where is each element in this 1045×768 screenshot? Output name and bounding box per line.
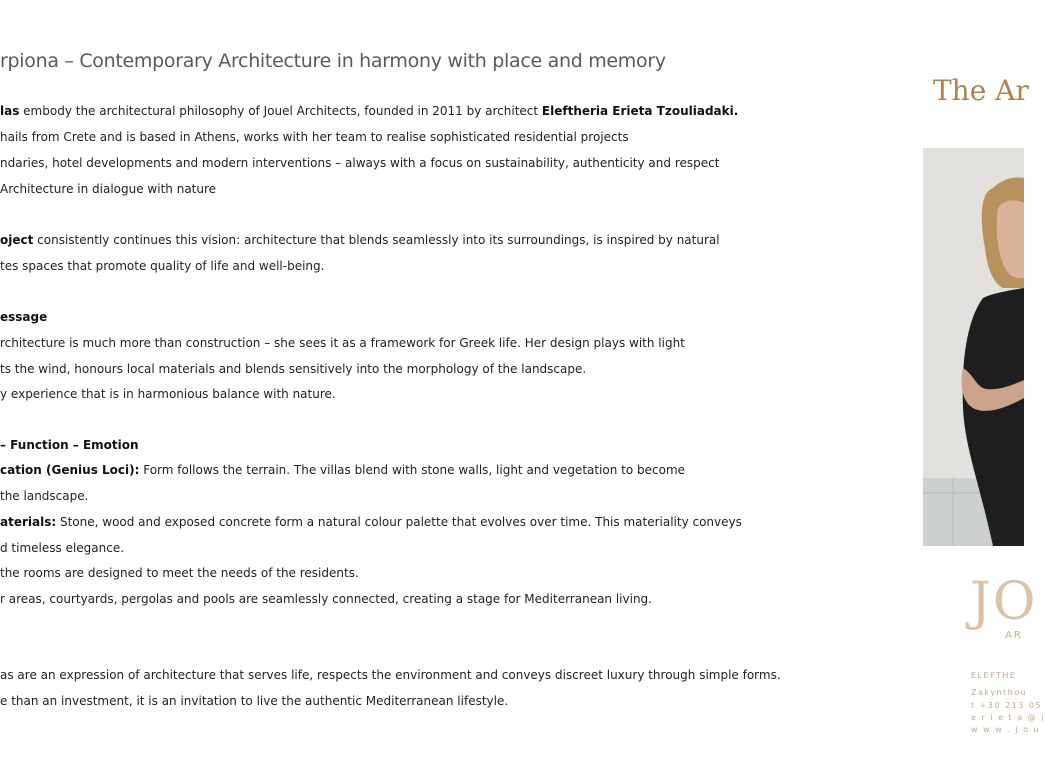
body-line-text: ts the wind, honours local materials and blends sensitively into the morphology of the landscape. bbox=[0, 362, 587, 376]
body-line bbox=[0, 259, 324, 273]
jouel-logo: JO bbox=[970, 572, 1038, 632]
contact-email[interactable]: e r i e t a @ j bbox=[971, 713, 1045, 722]
body-line bbox=[0, 362, 586, 376]
body-line bbox=[0, 182, 216, 196]
body-line bbox=[0, 104, 738, 118]
body-line-bold: oject bbox=[0, 233, 34, 247]
body-line-text: rchitecture is much more than construction – she sees it as a framework for Greek life. Her design plays with light bbox=[0, 336, 685, 350]
sidebar-title: The Ar bbox=[933, 74, 1029, 107]
body-line bbox=[0, 336, 685, 350]
contact-phone: t +30 213 05 bbox=[971, 701, 1043, 710]
body-line bbox=[0, 489, 88, 503]
body-line bbox=[0, 463, 685, 477]
body-line-text: the landscape. bbox=[0, 489, 89, 503]
body-line-bold: essage bbox=[0, 310, 48, 324]
body-line bbox=[0, 387, 336, 401]
body-line-text: y experience that is in harmonious balance with nature. bbox=[0, 387, 336, 401]
body-line-text: tes spaces that promote quality of life and well-being. bbox=[0, 259, 325, 273]
contact-name: ELEFTHE bbox=[971, 671, 1017, 680]
body-line-text: e than an investment, it is an invitation to live the authentic Mediterranean lifestyle. bbox=[0, 694, 509, 708]
body-line-text: Stone, wood and exposed concrete form a natural colour palette that evolves over time. This materiality conveys bbox=[56, 515, 742, 529]
body-line-text: Form follows the terrain. The villas blend with stone walls, light and vegetation to become bbox=[139, 463, 686, 477]
body-line-bold: aterials: bbox=[0, 515, 57, 529]
body-line-text: hails from Crete and is based in Athens, works with her team to realise sophisticated residential projects bbox=[0, 130, 629, 144]
body-line-bold: las bbox=[0, 104, 20, 118]
contact-address: Zakynthou bbox=[971, 688, 1028, 697]
body-line-text: as are an expression of architecture that serves life, respects the environment and conveys discreet luxury through simple forms. bbox=[0, 668, 781, 682]
body-line bbox=[0, 694, 508, 708]
body-line bbox=[0, 515, 742, 529]
page-title: rpiona – Contemporary Architecture in harmony with place and memory bbox=[0, 50, 666, 72]
body-line-text: consistently continues this vision: architecture that blends seamlessly into its surroundings, is inspired by natural bbox=[33, 233, 720, 247]
body-line bbox=[0, 592, 652, 606]
body-line bbox=[0, 156, 719, 170]
body-line bbox=[0, 541, 124, 555]
body-line-bold: – Function – Emotion bbox=[0, 438, 139, 452]
body-line bbox=[0, 566, 359, 580]
architect-portrait bbox=[923, 148, 1024, 546]
body-line bbox=[0, 438, 139, 452]
logo-subtitle: AR bbox=[1005, 630, 1023, 641]
body-line-text: d timeless elegance. bbox=[0, 541, 125, 555]
body-line bbox=[0, 310, 47, 324]
body-line-bold: cation (Genius Loci): bbox=[0, 463, 140, 477]
body-line-text: Architecture in dialogue with nature bbox=[0, 182, 217, 196]
body-line bbox=[0, 130, 629, 144]
body-line-text: ndaries, hotel developments and modern interventions – always with a focus on sustainability, authenticity and respect bbox=[0, 156, 720, 170]
body-line bbox=[0, 668, 781, 682]
contact-website[interactable]: w w w . j o u bbox=[971, 725, 1041, 734]
body-line bbox=[0, 233, 720, 247]
body-line-text: r areas, courtyards, pergolas and pools are seamlessly connected, creating a stage for Mediterranean living. bbox=[0, 592, 652, 606]
body-line-bold: Eleftheria Erieta Tzouliadaki. bbox=[541, 104, 739, 118]
body-line-text: embody the architectural philosophy of Jouel Architects, founded in 2011 by architect bbox=[19, 104, 542, 118]
body-line-text: the rooms are designed to meet the needs of the residents. bbox=[0, 566, 359, 580]
